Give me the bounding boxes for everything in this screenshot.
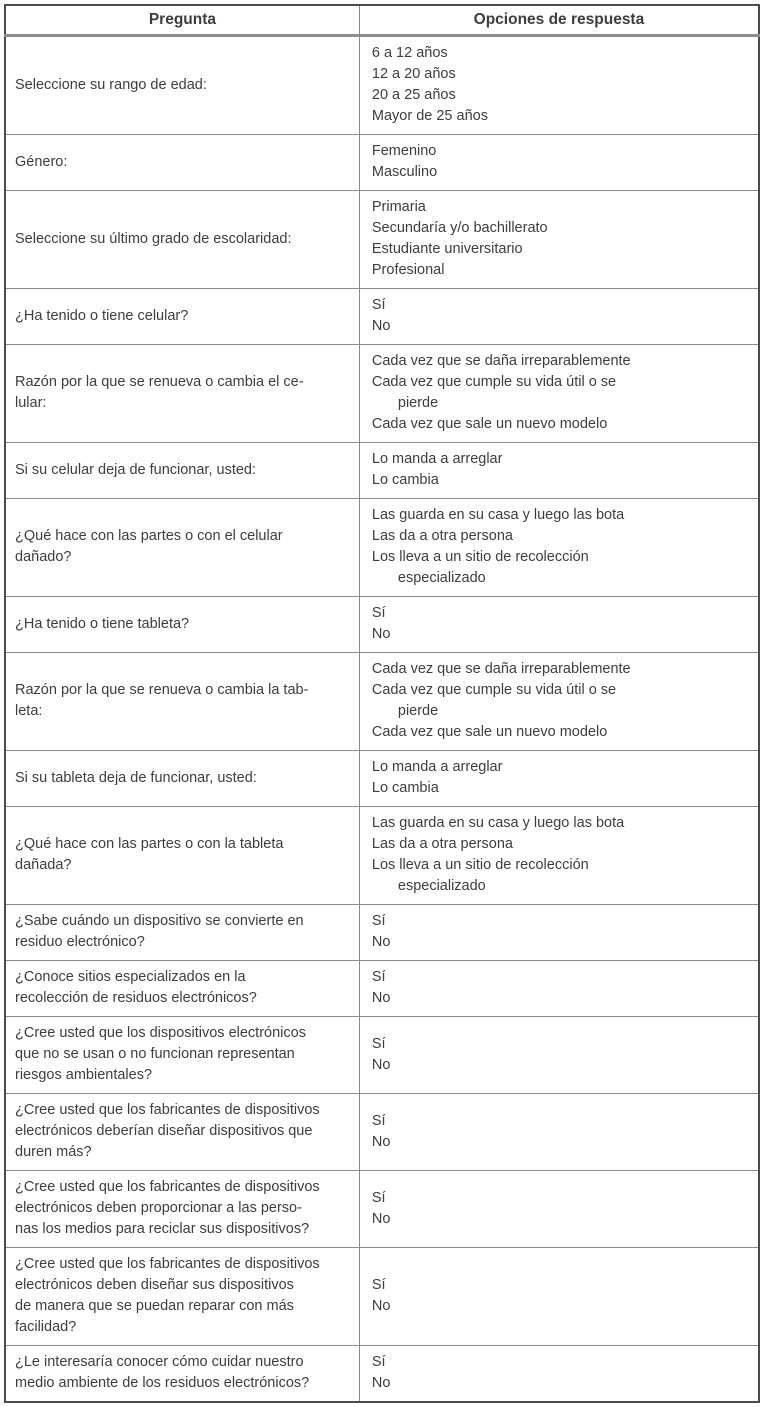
question-cell [5, 597, 359, 653]
header-row [5, 5, 759, 36]
question-line: Seleccione su rango de edad: [15, 76, 207, 93]
options-cell [359, 597, 759, 653]
options-cell [359, 36, 759, 135]
options-cell [359, 289, 759, 345]
question-line: electrónicos deben proporcionar a las perso- [15, 1200, 302, 1216]
option-line: Sí [371, 1189, 386, 1206]
question-line: Razón por la que se renueva o cambia la tab- [15, 682, 309, 698]
table-row [5, 345, 759, 443]
option-line: pierde [397, 395, 439, 411]
table-row [5, 905, 759, 961]
option-line: Cada vez que se daña irreparablemente [371, 661, 631, 677]
option-line: Lo cambia [371, 780, 439, 796]
options-cell [359, 961, 759, 1017]
question-line: ¿Ha tenido o tiene tableta? [15, 615, 190, 632]
question-cell [5, 135, 359, 191]
option-line: Sí [371, 605, 386, 621]
option-line: Las da a otra persona [371, 836, 513, 852]
question-cell [5, 443, 359, 499]
table-row [5, 961, 759, 1017]
question-line: Seleccione su último grado de escolaridad: [15, 230, 292, 247]
option-line: Cada vez que cumple su vida útil o se [371, 374, 617, 390]
table-row [5, 1171, 759, 1248]
question-line: electrónicos deberían diseñar dispositivos que [15, 1123, 313, 1139]
question-line: que no se usan o no funcionan representan [15, 1046, 295, 1062]
question-line: lular: [15, 395, 47, 411]
option-line: No [371, 1298, 391, 1314]
question-line: ¿Cree usted que los dispositivos electrónicos [15, 1025, 306, 1041]
question-line: facilidad? [15, 1319, 77, 1335]
survey-table [4, 4, 760, 1403]
question-line: ¿Le interesaría conocer cómo cuidar nuestro [15, 1354, 304, 1370]
table-row [5, 751, 759, 807]
table-row [5, 1248, 759, 1346]
table-row [5, 597, 759, 653]
question-line: ¿Cree usted que los fabricantes de dispositivos [15, 1102, 320, 1118]
question-line: ¿Qué hace con las partes o con la tableta [15, 836, 284, 852]
option-line: Sí [371, 969, 386, 985]
question-line: dañada? [15, 857, 72, 873]
question-cell [5, 191, 359, 289]
option-line: especializado [397, 878, 486, 894]
option-line: No [371, 1056, 391, 1073]
option-line: No [371, 990, 391, 1006]
option-line: No [371, 626, 391, 642]
option-line: Las guarda en su casa y luego las bota [371, 815, 625, 831]
question-cell [5, 1346, 359, 1403]
option-line: Sí [371, 1112, 386, 1129]
question-line: ¿Conoce sitios especializados en la [15, 969, 246, 985]
options-cell [359, 1017, 759, 1094]
options-cell [359, 1248, 759, 1346]
question-line: residuo electrónico? [15, 934, 145, 950]
option-line: No [371, 318, 391, 334]
options-cell [359, 345, 759, 443]
option-line: Sí [371, 1277, 386, 1293]
question-line: Si su tableta deja de funcionar, usted: [15, 769, 257, 786]
option-line: Cada vez que se daña irreparablemente [371, 353, 631, 369]
question-line: de manera que se puedan reparar con más [15, 1298, 294, 1314]
table-row [5, 443, 759, 499]
options-cell [359, 1094, 759, 1171]
option-line: Los lleva a un sitio de recolección [371, 549, 589, 565]
option-line: No [371, 1375, 391, 1391]
option-line: Sí [371, 297, 386, 313]
question-cell [5, 807, 359, 905]
option-line: Lo manda a arreglar [371, 759, 503, 775]
option-line: Estudiante universitario [371, 241, 523, 257]
question-cell [5, 289, 359, 345]
question-cell [5, 345, 359, 443]
option-line: Sí [371, 1354, 386, 1370]
option-line: Lo manda a arreglar [371, 451, 503, 467]
option-line: No [371, 1210, 391, 1227]
question-line: medio ambiente de los residuos electrónicos? [15, 1375, 310, 1391]
options-cell [359, 807, 759, 905]
question-cell [5, 36, 359, 135]
option-line: Sí [371, 913, 386, 929]
question-line: ¿Qué hace con las partes o con el celular [15, 528, 283, 544]
table-row [5, 653, 759, 751]
option-line: No [371, 1133, 391, 1150]
option-line: Cada vez que sale un nuevo modelo [371, 724, 608, 740]
question-cell [5, 751, 359, 807]
option-line: Cada vez que sale un nuevo modelo [371, 416, 608, 432]
option-line: 12 a 20 años [371, 66, 456, 82]
table-row [5, 289, 759, 345]
question-line: ¿Cree usted que los fabricantes de dispositivos [15, 1256, 320, 1272]
option-line: Sí [371, 1035, 386, 1052]
options-cell [359, 653, 759, 751]
question-line: electrónicos deben diseñar sus dispositivos [15, 1277, 294, 1293]
question-cell [5, 961, 359, 1017]
question-line: Género: [15, 153, 68, 170]
question-line: ¿Ha tenido o tiene celular? [15, 307, 189, 324]
option-line: Lo cambia [371, 472, 439, 488]
question-cell [5, 653, 359, 751]
table-row [5, 807, 759, 905]
options-cell [359, 443, 759, 499]
question-line: Si su celular deja de funcionar, usted: [15, 461, 257, 478]
option-line: pierde [397, 703, 439, 719]
options-cell [359, 499, 759, 597]
option-line: Los lleva a un sitio de recolección [371, 857, 589, 873]
question-line: dañado? [15, 549, 72, 565]
options-cell [359, 1346, 759, 1403]
options-cell [359, 1171, 759, 1248]
survey-table-body [5, 36, 759, 1403]
option-line: Las guarda en su casa y luego las bota [371, 507, 625, 523]
option-line: Femenino [371, 143, 437, 159]
question-cell [5, 1248, 359, 1346]
question-line: leta: [15, 703, 43, 719]
table-row [5, 499, 759, 597]
question-cell [5, 1171, 359, 1248]
option-line: Las da a otra persona [371, 528, 513, 544]
question-line: recolección de residuos electrónicos? [15, 990, 257, 1006]
option-line: No [371, 934, 391, 950]
table-row [5, 1094, 759, 1171]
question-line: Razón por la que se renueva o cambia el ce- [15, 374, 304, 390]
option-line: Secundaría y/o bachillerato [371, 220, 548, 236]
question-cell [5, 499, 359, 597]
question-line: duren más? [15, 1144, 92, 1160]
question-line: ¿Sabe cuándo un dispositivo se convierte en [15, 913, 304, 929]
option-line: Mayor de 25 años [371, 108, 488, 124]
option-line: especializado [397, 570, 486, 586]
option-line: Profesional [371, 262, 445, 278]
option-line: Primaria [371, 199, 426, 215]
question-line: nas los medios para reciclar sus dispositivos? [15, 1221, 310, 1237]
option-line: 20 a 25 años [371, 87, 456, 103]
options-cell [359, 905, 759, 961]
table-row [5, 191, 759, 289]
option-line: Cada vez que cumple su vida útil o se [371, 682, 617, 698]
header-opciones-de-respuesta: Opciones de respuesta [359, 5, 759, 36]
option-line: 6 a 12 años [371, 45, 448, 61]
table-row [5, 1346, 759, 1403]
options-cell [359, 135, 759, 191]
question-cell [5, 1017, 359, 1094]
table-row [5, 1017, 759, 1094]
question-cell [5, 1094, 359, 1171]
header-pregunta: Pregunta [5, 5, 359, 36]
question-line: riesgos ambientales? [15, 1067, 153, 1083]
table-row [5, 36, 759, 135]
options-cell [359, 191, 759, 289]
question-cell [5, 905, 359, 961]
table-row [5, 135, 759, 191]
option-line: Masculino [371, 164, 438, 180]
options-cell [359, 751, 759, 807]
question-line: ¿Cree usted que los fabricantes de dispositivos [15, 1179, 320, 1195]
